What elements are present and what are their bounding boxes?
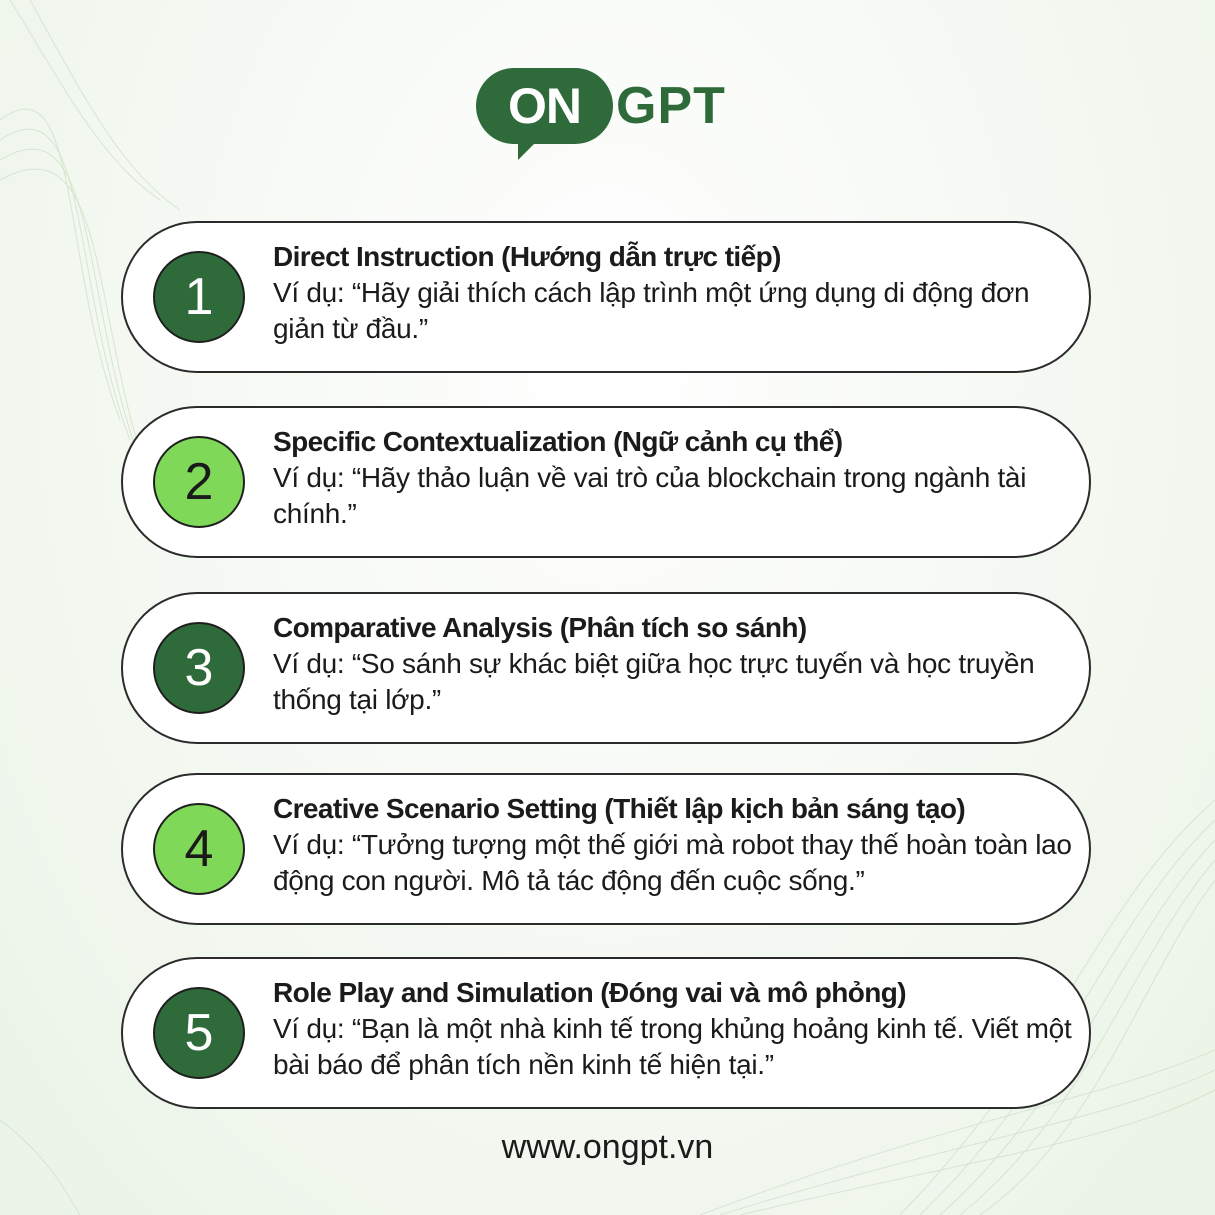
- card-title: Creative Scenario Setting (Thiết lập kịch bản sáng tạo): [273, 793, 966, 824]
- card-example: Ví dụ: “Tưởng tượng một thế giới mà robot thay thế hoàn toàn lao động con người. Mô tả tác động đến cuộc sống.”: [273, 829, 1072, 896]
- card-text: [273, 424, 1073, 532]
- card-example: Ví dụ: “Bạn là một nhà kinh tế trong khủng hoảng kinh tế. Viết một bài báo để phân tích nền kinh tế hiện tại.”: [273, 1013, 1072, 1080]
- card-text: [273, 975, 1073, 1083]
- prompt-card-1: [121, 221, 1091, 373]
- logo-bubble-tail: [518, 134, 544, 160]
- prompt-card-2: [121, 406, 1091, 558]
- card-number-badge: 1: [153, 251, 245, 343]
- card-number-badge: 4: [153, 803, 245, 895]
- prompt-card-4: [121, 773, 1091, 925]
- card-example: Ví dụ: “So sánh sự khác biệt giữa học trực tuyến và học truyền thống tại lớp.”: [273, 648, 1035, 715]
- prompt-card-5: [121, 957, 1091, 1109]
- card-text: [273, 610, 1073, 718]
- card-number-badge: 2: [153, 436, 245, 528]
- ongpt-logo: [476, 68, 746, 163]
- card-example: Ví dụ: “Hãy thảo luận về vai trò của blockchain trong ngành tài chính.”: [273, 462, 1027, 529]
- logo-gpt-text: GPT: [616, 77, 726, 135]
- card-title: Specific Contextualization (Ngữ cảnh cụ thể): [273, 426, 843, 457]
- card-title: Role Play and Simulation (Đóng vai và mô phỏng): [273, 977, 906, 1008]
- card-title: Comparative Analysis (Phân tích so sánh): [273, 612, 807, 643]
- card-number-badge: 3: [153, 622, 245, 714]
- card-number-badge: 5: [153, 987, 245, 1079]
- card-text: [273, 239, 1073, 347]
- card-example: Ví dụ: “Hãy giải thích cách lập trình một ứng dụng di động đơn giản từ đầu.”: [273, 277, 1030, 344]
- prompt-card-3: [121, 592, 1091, 744]
- card-title: Direct Instruction (Hướng dẫn trực tiếp): [273, 241, 781, 272]
- card-text: [273, 791, 1073, 899]
- logo-bubble: ON: [476, 68, 613, 144]
- footer-website-url: www.ongpt.vn: [501, 1128, 714, 1166]
